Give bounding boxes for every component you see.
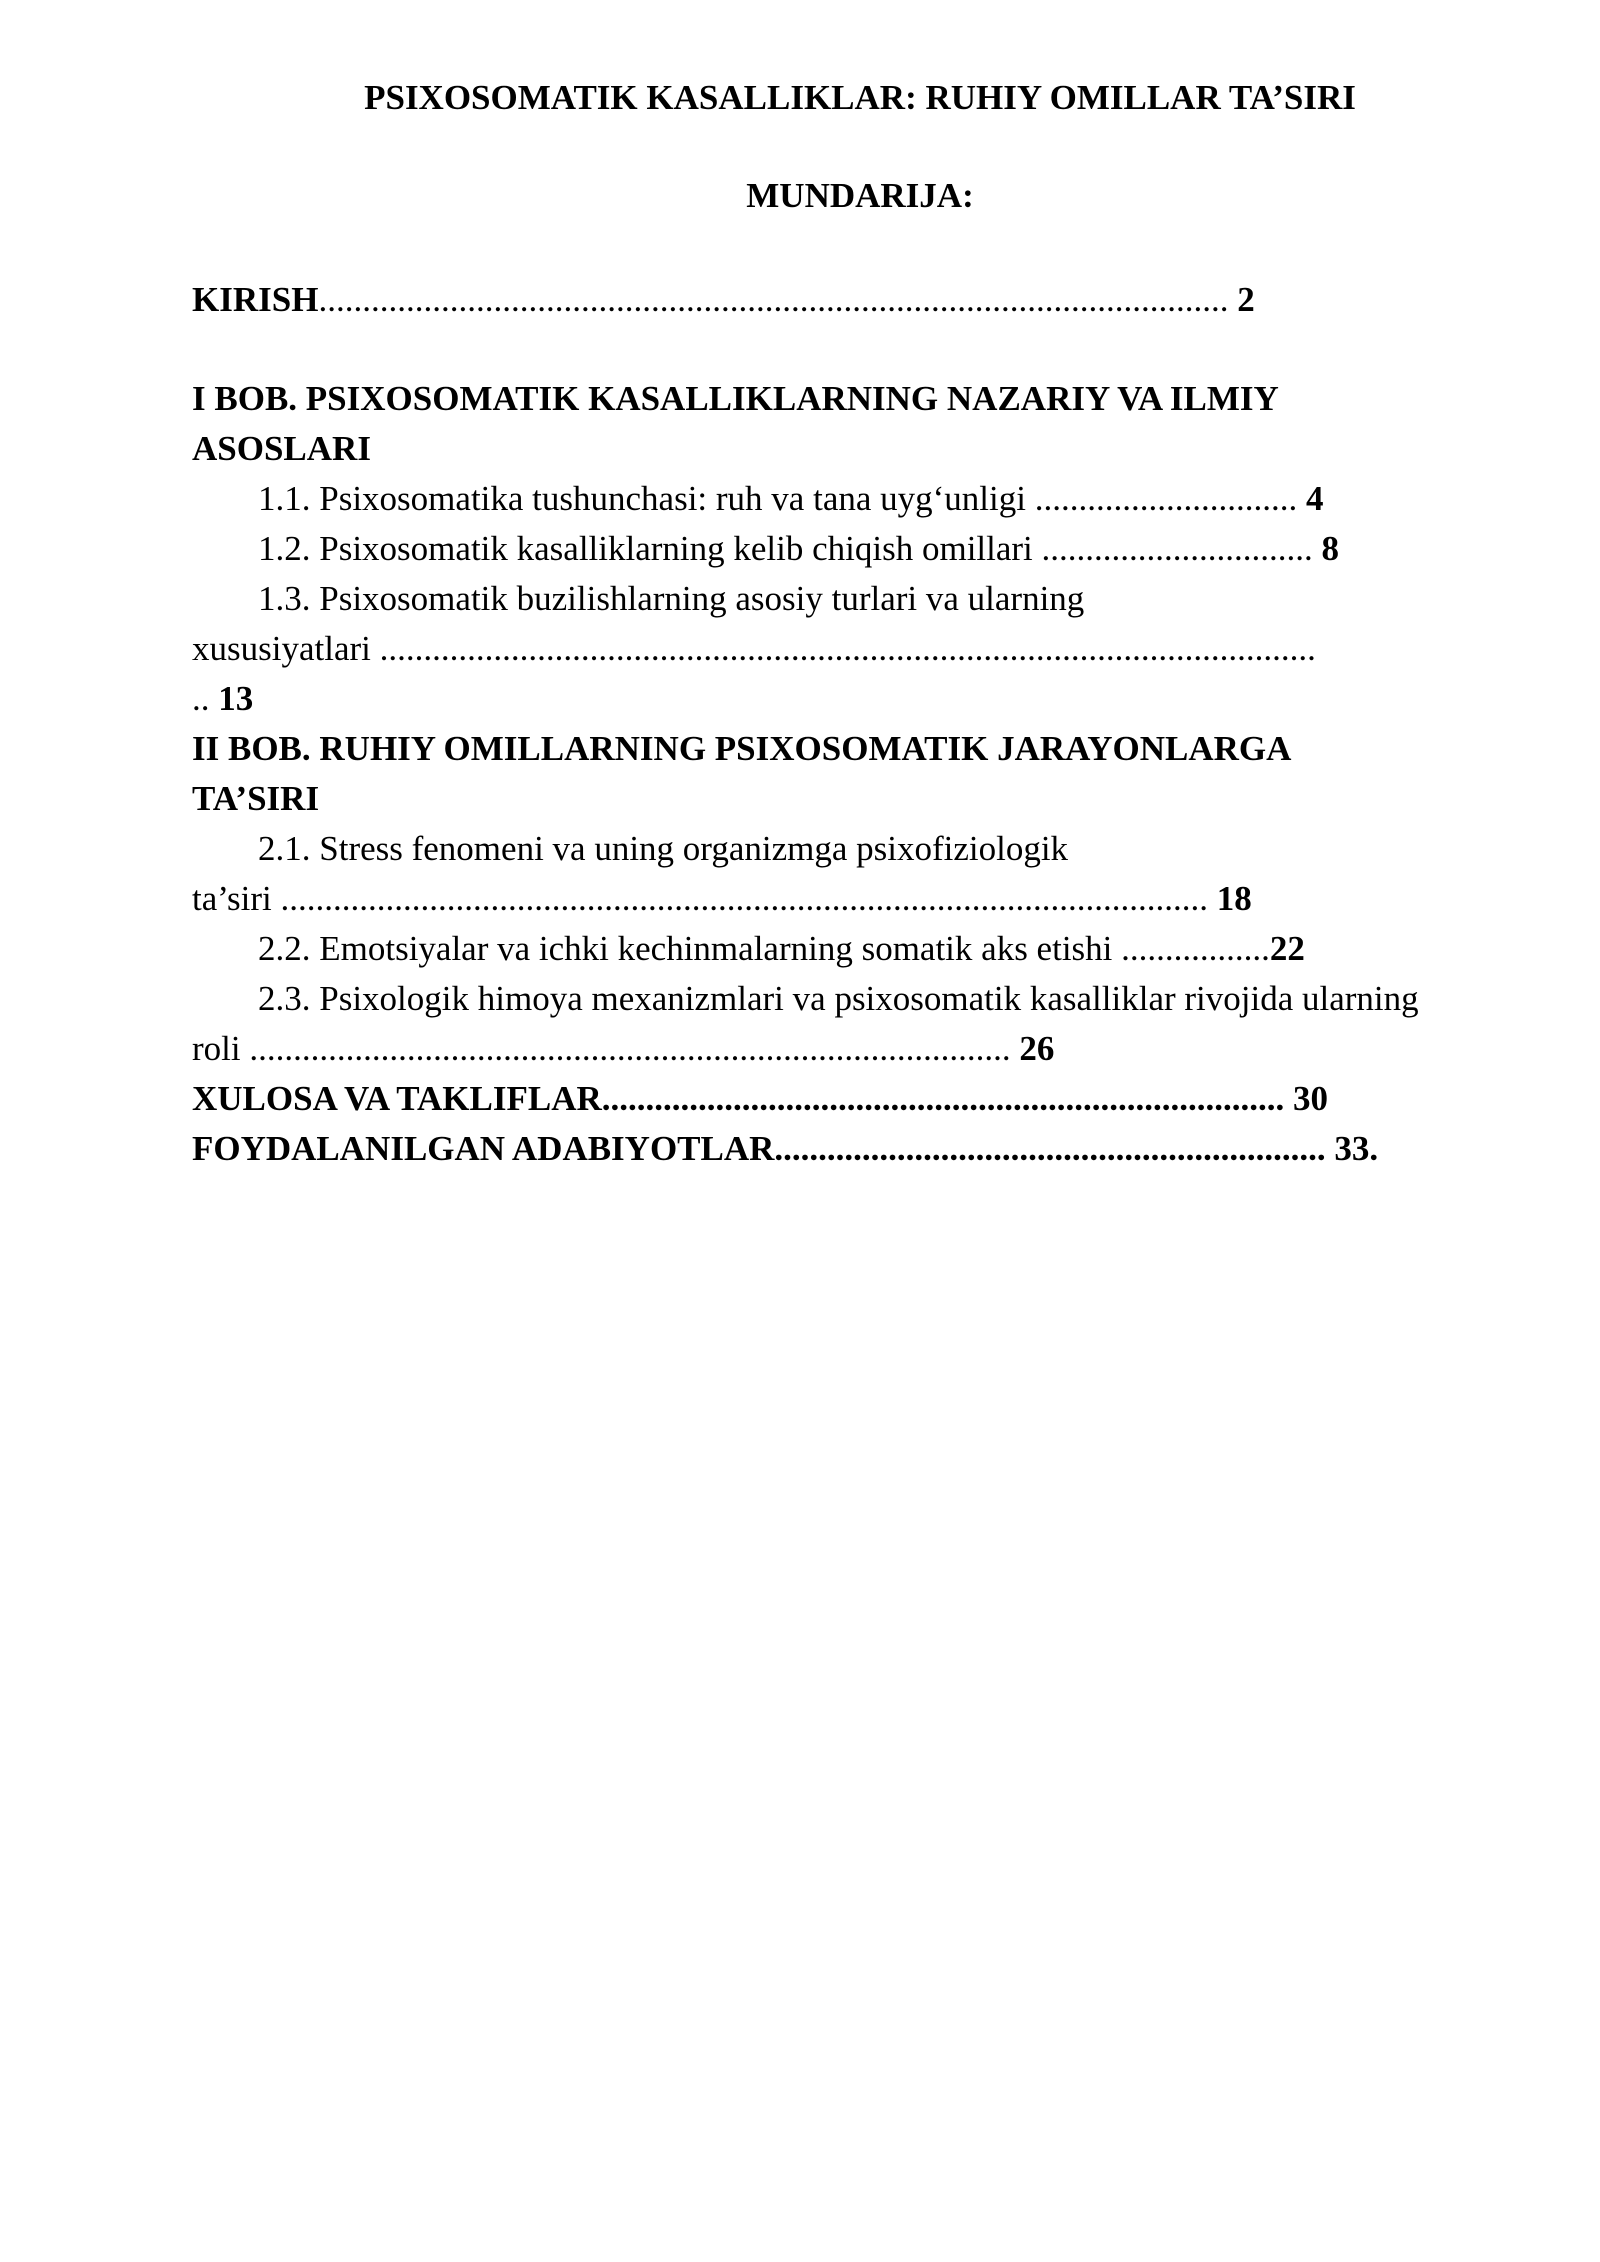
toc-entry-1-1 <box>258 474 1323 524</box>
toc-entry-references <box>192 1124 1378 1174</box>
chapter-2-heading: II BOB. RUHIY OMILLARNING PSIXOSOMATIK JARAYONLARGA <box>192 729 1292 768</box>
toc-page-number: 8 <box>1312 529 1340 568</box>
toc-heading: MUNDARIJA: <box>746 176 974 215</box>
toc-entry-intro <box>192 275 1255 325</box>
toc-entry-text: XULOSA VA TAKLIFLAR.............................................................................. <box>192 1079 1285 1118</box>
chapter-1-heading: I BOB. PSIXOSOMATIK KASALLIKLARNING NAZARIY VA ILMIY <box>192 379 1279 418</box>
toc-entry-text: roli ....................................................................................... <box>192 1029 1011 1068</box>
toc-entry-1-3: 1.3. Psixosomatik buzilishlarning asosiy turlari va ularning <box>258 579 1085 618</box>
toc-page-number: 4 <box>1297 479 1324 518</box>
toc-page-number: 26 <box>1010 1029 1055 1068</box>
toc-entry-2-2 <box>258 924 1305 974</box>
toc-entry-1-3-page-line <box>192 674 253 724</box>
toc-entry-text: FOYDALANILGAN ADABIYOTLAR............................................................... <box>192 1129 1326 1168</box>
chapter-1-heading-cont: ASOSLARI <box>192 429 371 468</box>
toc-entry-text: 1.2. Psixosomatik kasalliklarning kelib chiqish omillari ............................... <box>258 529 1313 568</box>
toc-entry-2-3: 2.3. Psixologik himoya mexanizmlari va psixosomatik kasalliklar rivojida ularning <box>258 979 1419 1018</box>
toc-leader: .. <box>192 679 219 718</box>
toc-entry-text: 1.1. Psixosomatika tushunchasi: ruh va tana uyg‘unligi .............................. <box>258 479 1298 518</box>
toc-leader: ........................................................................................................ <box>318 280 1229 319</box>
toc-entry-1-3-cont: xususiyatlari ........................................................................................................... <box>192 629 1316 668</box>
toc-entry-label: KIRISH <box>192 280 319 319</box>
toc-entry-conclusion <box>192 1074 1328 1124</box>
toc-page-number: 2 <box>1228 280 1255 319</box>
document-title: PSIXOSOMATIK KASALLIKLAR: RUHIY OMILLAR TA’SIRI <box>364 78 1356 117</box>
toc-entry-text: 2.2. Emotsiyalar va ichki kechinmalarning somatik aks etishi ................. <box>258 929 1270 968</box>
toc-page-number: 13 <box>218 679 254 718</box>
toc-page-number: 18 <box>1207 879 1252 918</box>
toc-entry-2-1-cont <box>192 874 1252 924</box>
toc-entry-2-1: 2.1. Stress fenomeni va uning organizmga psixofiziologik <box>258 829 1069 868</box>
toc-entry-2-3-cont <box>192 1024 1054 1074</box>
toc-page-number: 33. <box>1325 1129 1379 1168</box>
toc-page-number: 30 <box>1284 1079 1329 1118</box>
chapter-2-heading-cont: TA’SIRI <box>192 779 320 818</box>
toc-page-number: 22 <box>1269 929 1305 968</box>
toc-entry-1-2 <box>258 524 1339 574</box>
toc-entry-text: ta’siri .......................................................................................................... <box>192 879 1208 918</box>
